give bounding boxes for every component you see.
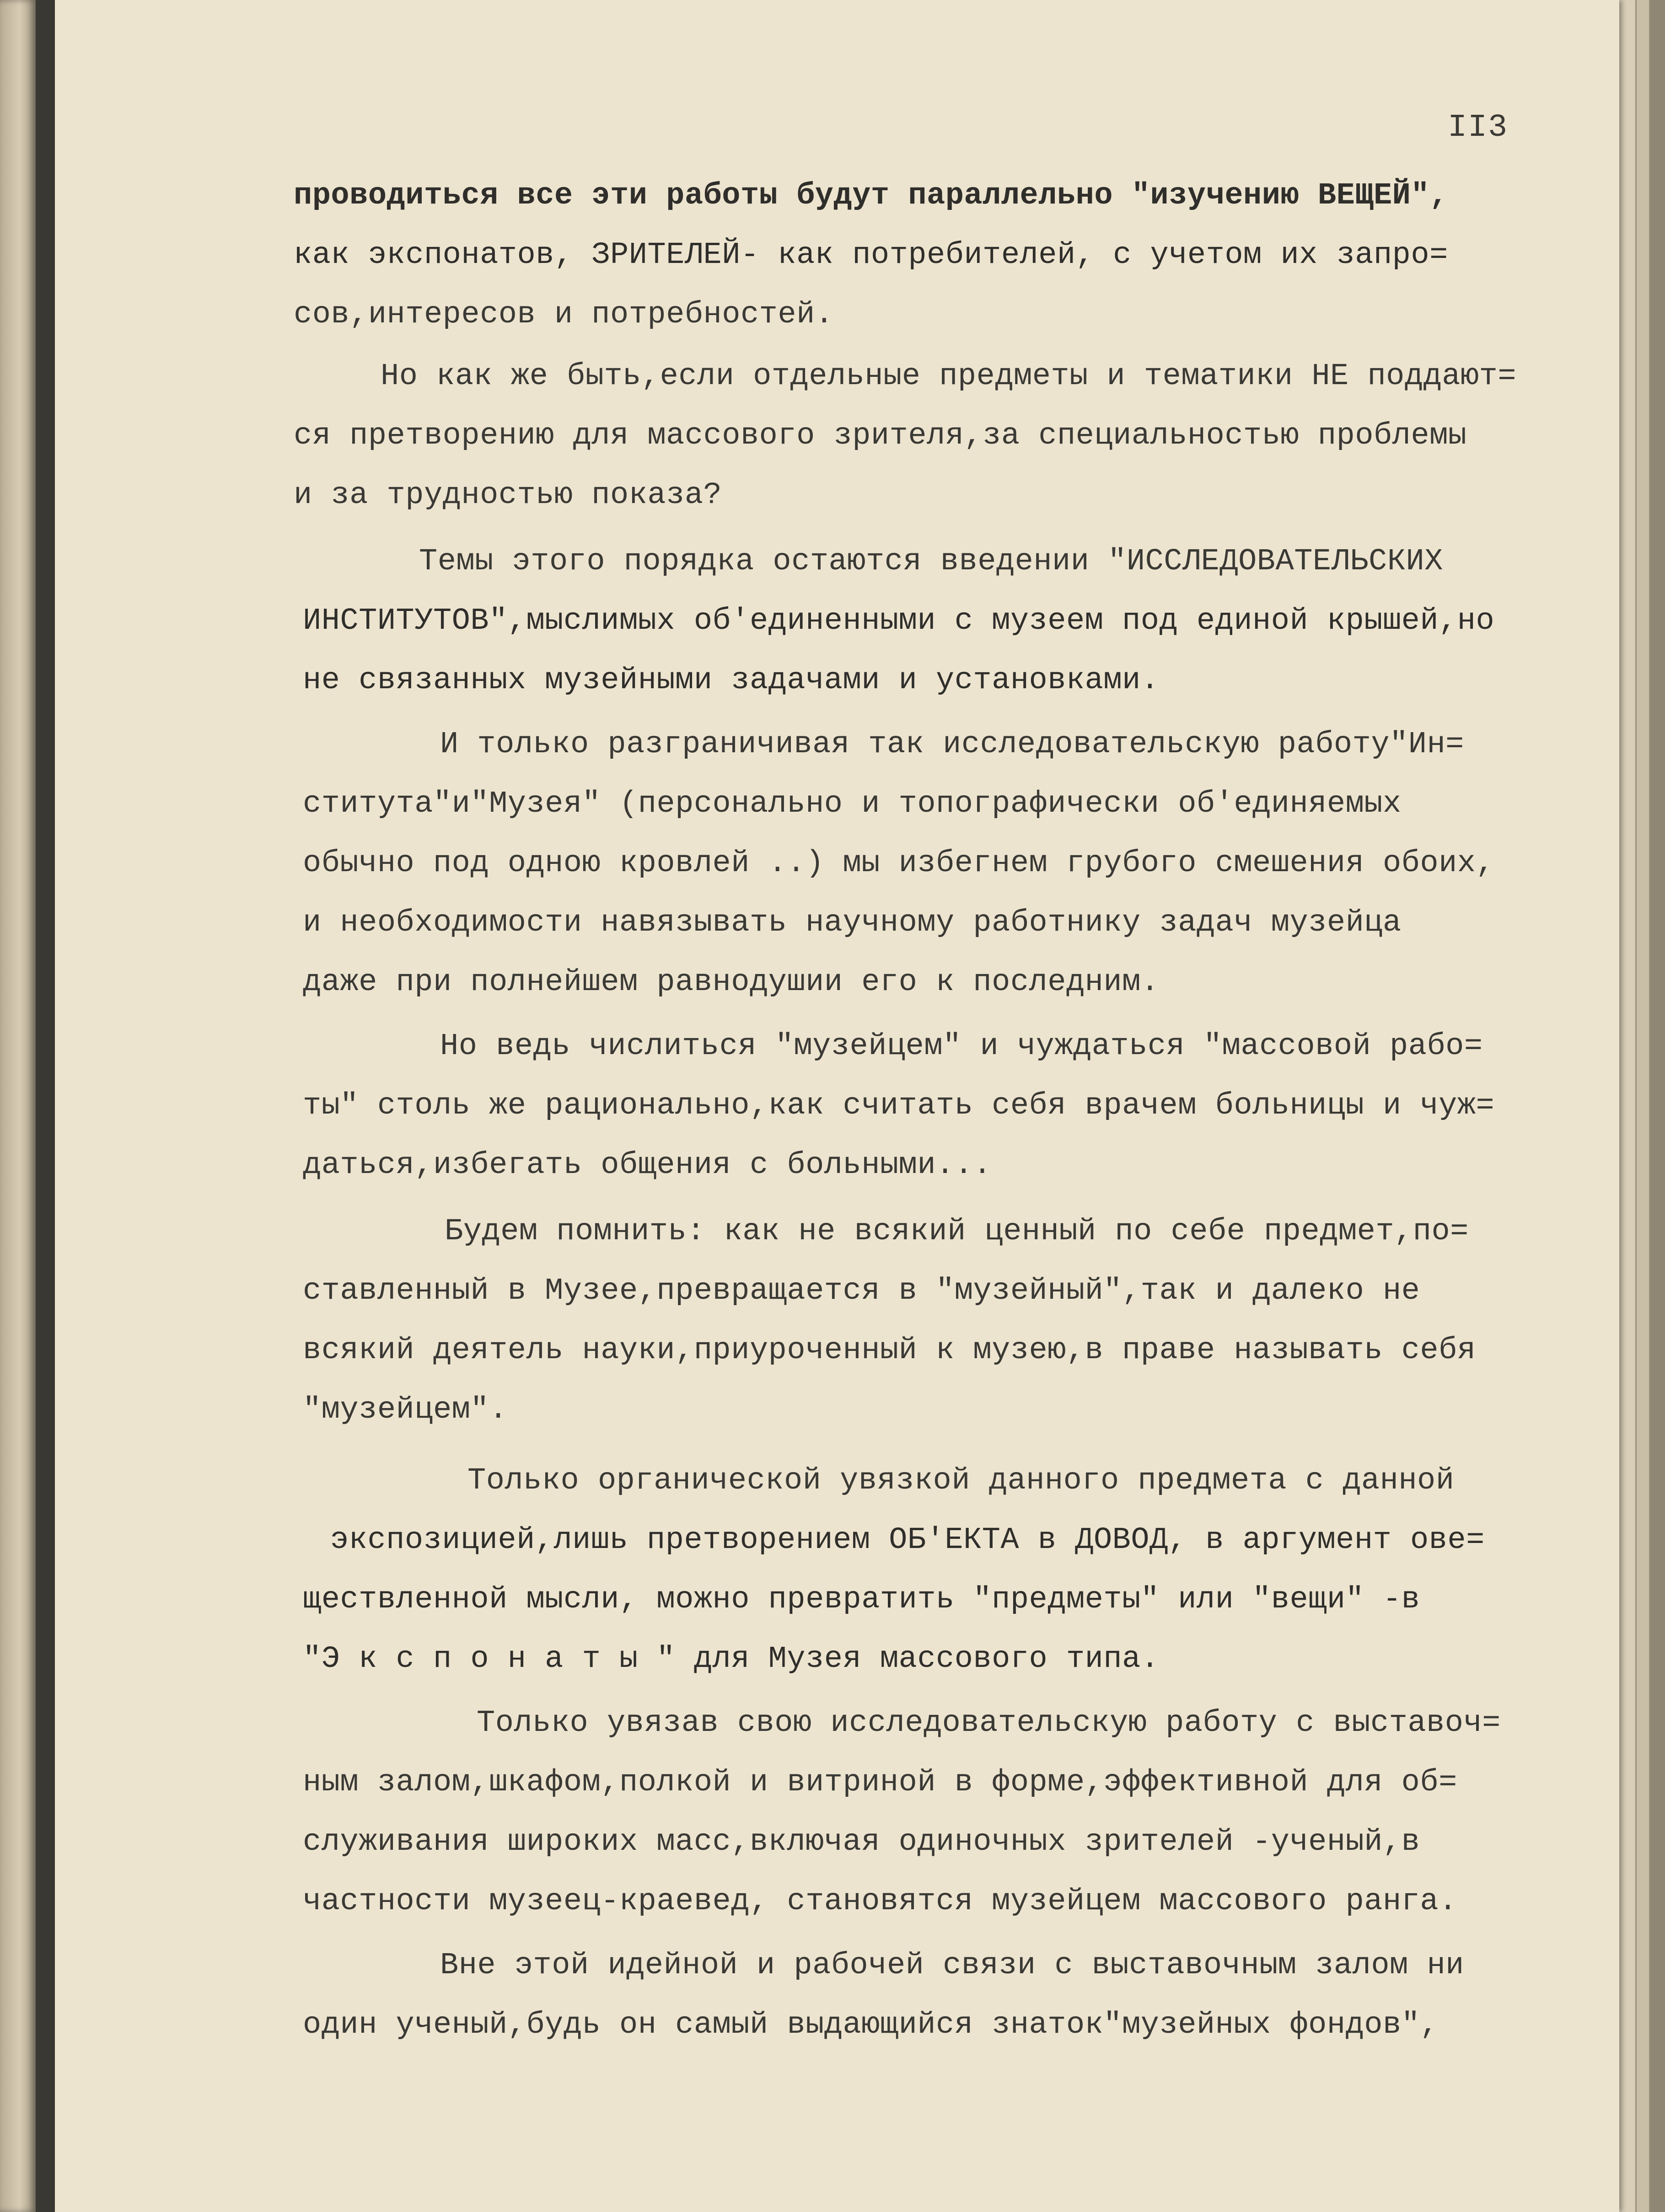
page-number: II3 bbox=[1448, 110, 1509, 146]
text-line: Будем помнить: как не всякий ценный по себе предмет,по= bbox=[445, 1214, 1469, 1249]
text-line: "Э к с п о н а т ы " для Музея массового типа. bbox=[303, 1642, 1160, 1676]
text-line: ществленной мысли, можно превратить "предметы" или "вещи" -в bbox=[303, 1582, 1420, 1617]
text-line: всякий деятель науки,приуроченный к музею,в праве называть себя bbox=[303, 1333, 1476, 1368]
text-line: не связанных музейными задачами и установками. bbox=[303, 663, 1160, 698]
text-line: один ученый,будь он самый выдающийся знаток"музейных фондов", bbox=[303, 2008, 1439, 2042]
text-line: сов,интересов и потребностей. bbox=[294, 297, 834, 332]
text-line: Но ведь числиться "музейцем" и чуждаться "массовой рабо= bbox=[440, 1029, 1483, 1064]
text-line: даже при полнейшем равнодушии его к последним. bbox=[303, 965, 1160, 1000]
text-line: частности музеец-краевед, становятся музейцем массового ранга. bbox=[303, 1884, 1457, 1919]
text-line: и необходимости навязывать научному работнику задач музейца bbox=[303, 905, 1402, 940]
facing-page-edge bbox=[0, 0, 36, 2212]
text-line: обычно под одною кровлей ..) мы избегнем грубого смешения обоих, bbox=[303, 846, 1495, 881]
typewritten-page bbox=[55, 0, 1619, 2212]
text-line: даться,избегать общения с больными... bbox=[303, 1148, 992, 1183]
text-line: Только органической увязкой данного предмета с данной bbox=[467, 1463, 1455, 1498]
text-line: ИНСТИТУТОВ",мыслимых об'единенными с музеем под единой крышей,но bbox=[303, 604, 1495, 638]
text-line: ставленный в Музее,превращается в "музейный",так и далеко не bbox=[303, 1274, 1420, 1308]
text-line: Но как же быть,если отдельные предметы и тематики НЕ поддают= bbox=[381, 359, 1517, 394]
text-line: "музейцем". bbox=[303, 1393, 508, 1427]
text-line: ты" столь же рационально,как считать себя врачем больницы и чуж= bbox=[303, 1088, 1495, 1123]
text-line: И только разграничивая так исследовательскую работу"Ин= bbox=[440, 727, 1464, 762]
text-line: проводиться все эти работы будут параллельно "изучению ВЕЩЕЙ", bbox=[294, 178, 1448, 213]
text-line: Вне этой идейной и рабочей связи с выставочным залом ни bbox=[440, 1948, 1464, 1983]
text-line: ститута"и"Музея" (персонально и топографически об'единяемых bbox=[303, 787, 1402, 821]
page-body bbox=[55, 0, 1619, 2212]
text-line: ся претворению для массового зрителя,за специальностью проблемы bbox=[294, 418, 1467, 453]
page-stack-edge bbox=[1635, 0, 1650, 2212]
page-stack-edge bbox=[1617, 0, 1637, 2212]
text-line: экспозицией,лишь претворением ОБ'ЕКТА в ДОВОД, в аргумент ове= bbox=[330, 1523, 1485, 1558]
text-line: и за трудностью показа? bbox=[294, 478, 722, 513]
text-line: Темы этого порядка остаются введении "ИССЛЕДОВАТЕЛЬСКИХ bbox=[419, 544, 1443, 579]
text-line: как экспонатов, ЗРИТЕЛЕЙ- как потребителей, с учетом их запро= bbox=[294, 238, 1448, 273]
text-line: служивания широких масс,включая одиночных зрителей -ученый,в bbox=[303, 1825, 1420, 1859]
text-line: ным залом,шкафом,полкой и витриной в форме,эффективной для об= bbox=[303, 1765, 1457, 1800]
text-line: Только увязав свою исследовательскую работу с выставоч= bbox=[477, 1706, 1501, 1741]
page-stack-edge bbox=[1649, 0, 1665, 2212]
